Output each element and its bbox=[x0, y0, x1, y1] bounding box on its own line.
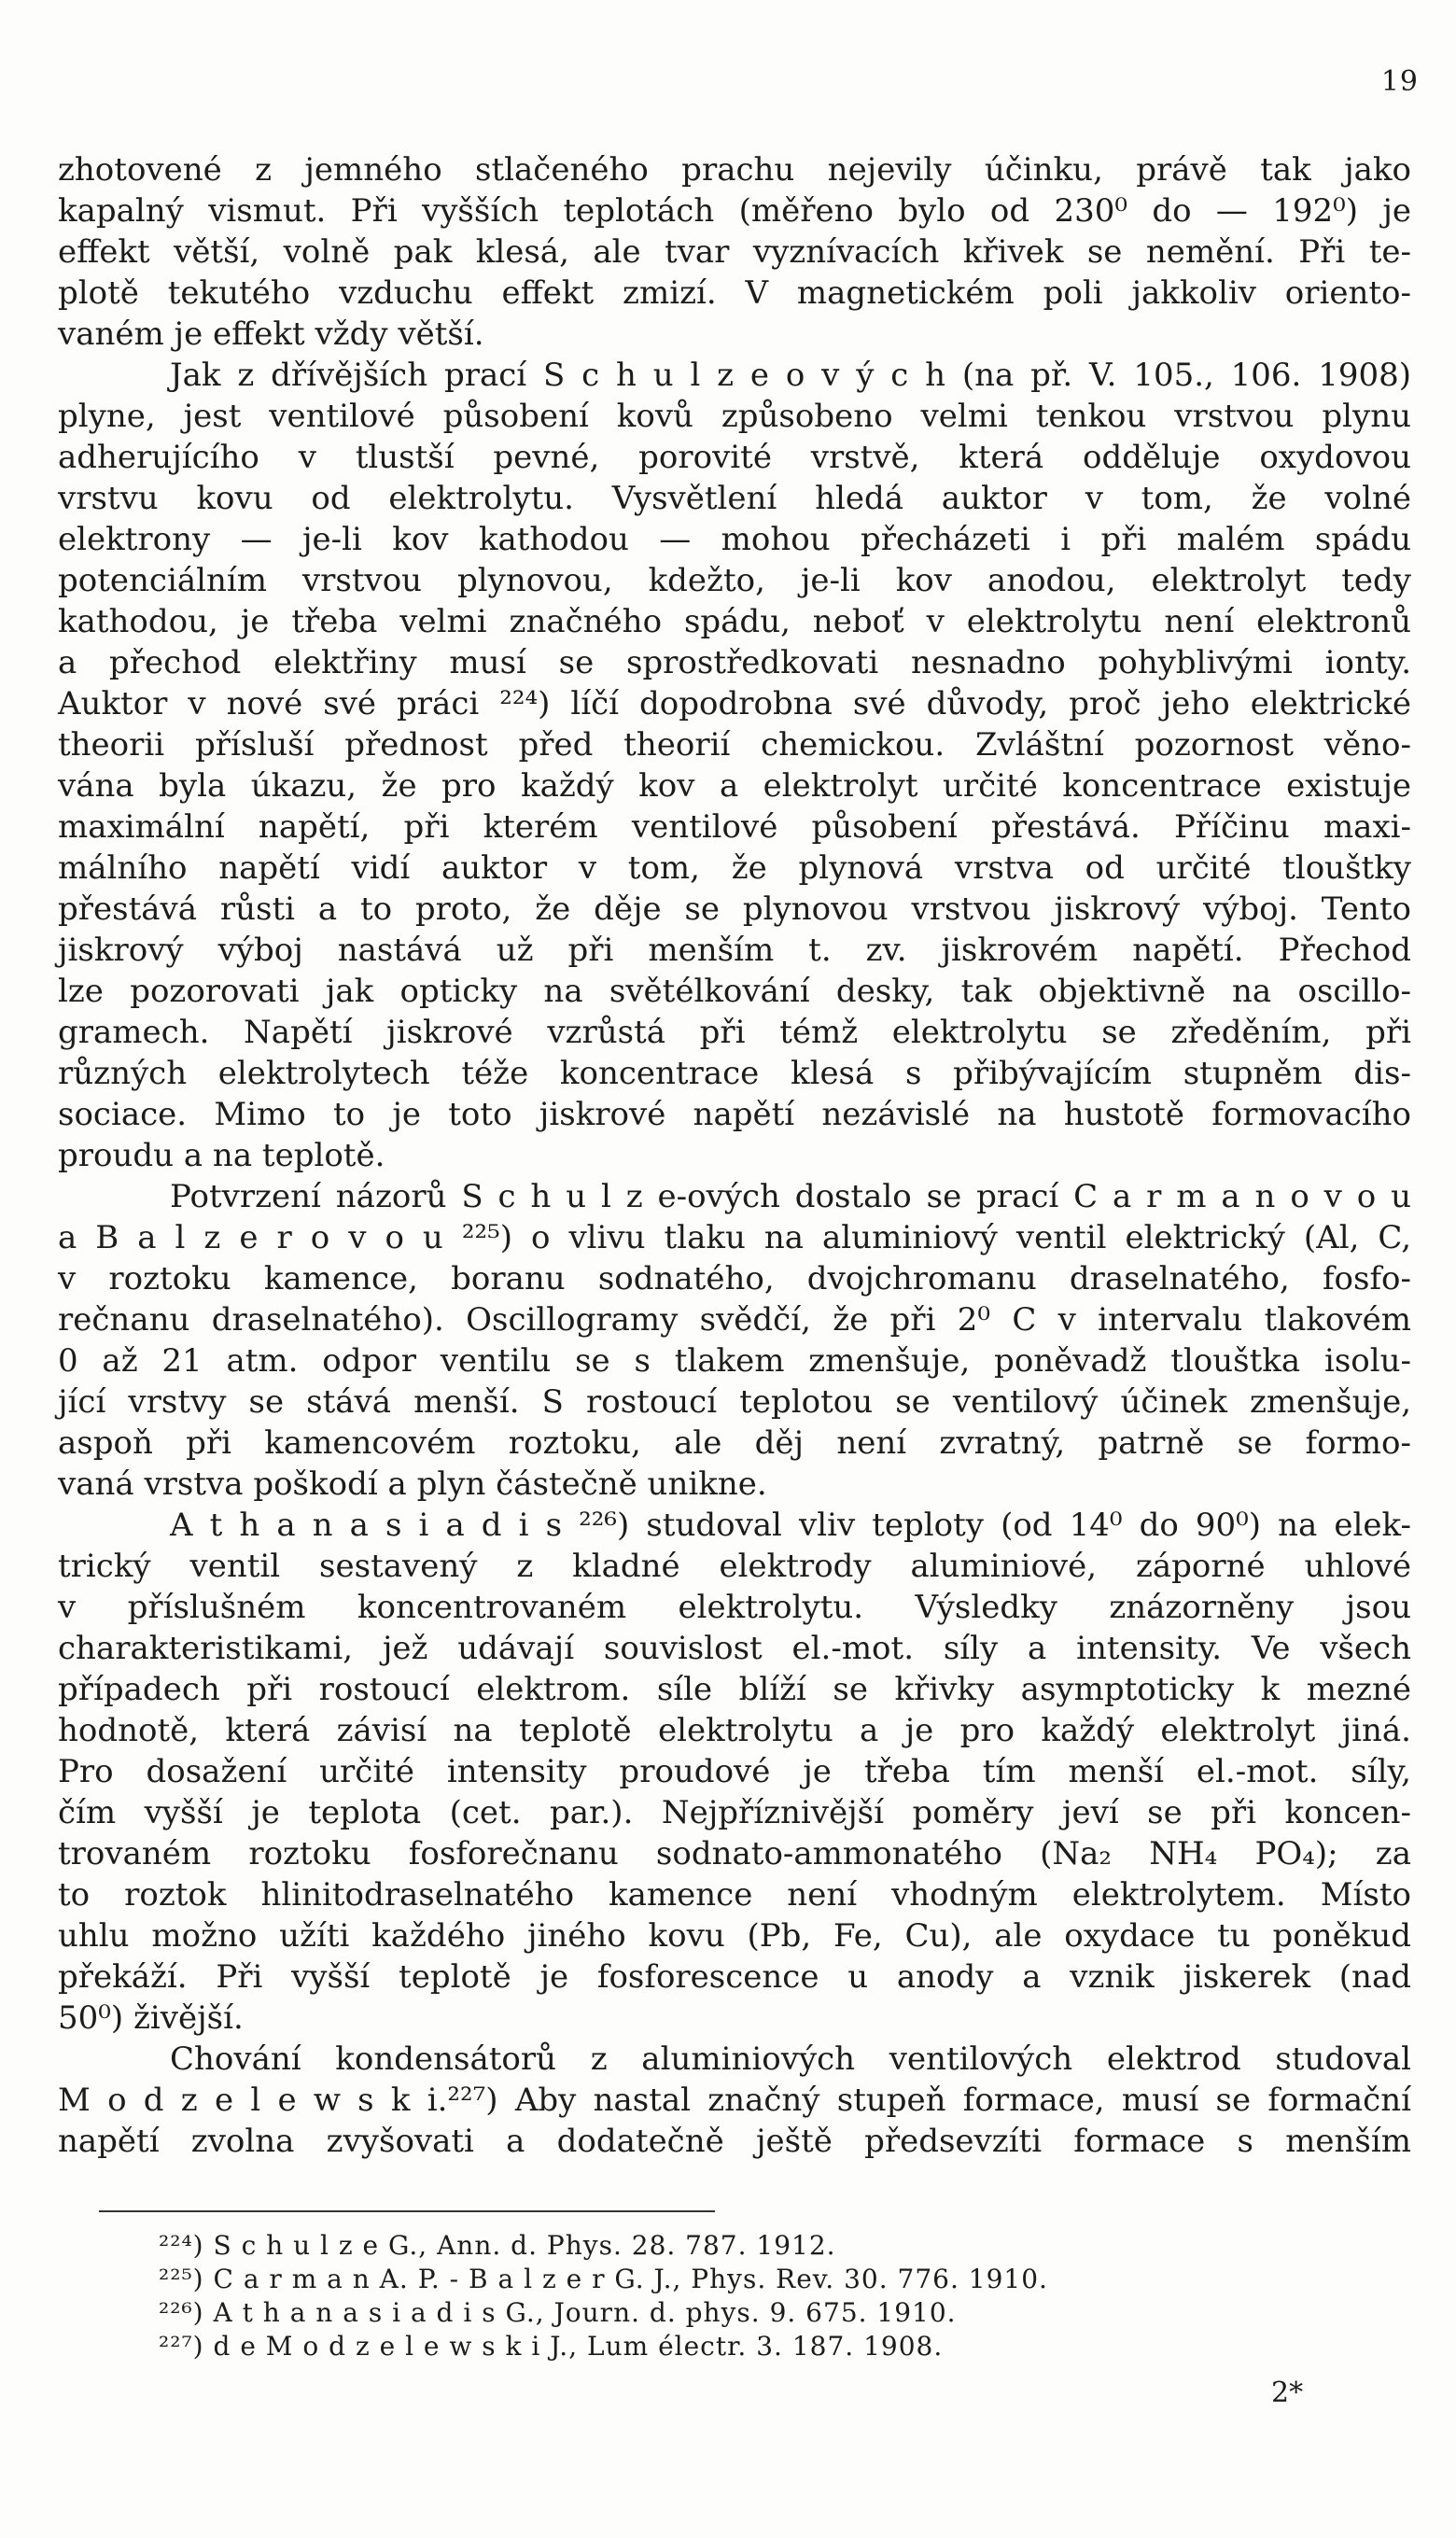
text-line: M o d z e l e w s k i.²²⁷) Aby nastal značný stupeň formace, musí se formační bbox=[58, 2082, 1411, 2119]
text-line: a přechod elektřiny musí se sprostředkovati nesnadno pohyblivými ionty. bbox=[58, 644, 1411, 681]
text-line: aspoň při kamencovém roztoku, ale děj není zvratný, patrně se formo- bbox=[58, 1424, 1411, 1462]
footnote: ²²⁴) S c h u l z e G., Ann. d. Phys. 28. 787. 1912. bbox=[159, 2230, 836, 2261]
text-line: vrstvu kovu od elektrolytu. Vysvětlení hledá auktor v tom, že volné bbox=[58, 480, 1411, 517]
text-line: plotě tekutého vzduchu effekt zmizí. V magnetickém poli jakkoliv oriento- bbox=[58, 274, 1411, 312]
text-line: překáží. Při vyšší teplotě je fosforescence u anody a vznik jiskerek (nad bbox=[58, 1958, 1411, 1996]
footnote: ²²⁷) d e M o d z e l e w s k i J., Lum électr. 3. 187. 1908. bbox=[159, 2331, 944, 2362]
text-line: Pro dosažení určité intensity proudové je třeba tím menší el.-mot. síly, bbox=[58, 1753, 1411, 1790]
text-line: zhotovené z jemného stlačeného prachu nejevily účinku, právě tak jako bbox=[58, 151, 1411, 189]
text-line: plyne, jest ventilové působení kovů způsobeno velmi tenkou vrstvou plynu bbox=[58, 398, 1411, 435]
text-line: theorii přísluší přednost před theorií chemickou. Zvláštní pozornost věno- bbox=[58, 726, 1411, 764]
text-line: kapalný vismut. Při vyšších teplotách (měřeno bylo od 230⁰ do — 192⁰) je bbox=[58, 192, 1411, 230]
text-line: vaném je effekt vždy větší. bbox=[58, 315, 484, 353]
text-line: uhlu možno užíti každého jiného kovu (Pb, Fe, Cu), ale oxydace tu poněkud bbox=[58, 1917, 1411, 1955]
text-line: v příslušném koncentrovaném elektrolytu. Výsledky znázorněny jsou bbox=[58, 1589, 1411, 1626]
footnote: ²²⁵) C a r m a n A. P. - B a l z e r G. J., Phys. Rev. 30. 776. 1910. bbox=[159, 2264, 1048, 2294]
text-line: proudu a na teplotě. bbox=[58, 1137, 385, 1174]
text-line: effekt větší, volně pak klesá, ale tvar vyznívacích křivek se nemění. Při te- bbox=[58, 233, 1411, 271]
text-line: Jak z dřívějších prací S c h u l z e o v ý c h (na př. V. 105., 106. 1908) bbox=[170, 357, 1411, 394]
text-line: to roztok hlinitodraselnatého kamence není vhodným elektrolytem. Místo bbox=[58, 1876, 1411, 1914]
text-line: 0 až 21 atm. odpor ventilu se s tlakem zmenšuje, poněvadž tlouštka isolu- bbox=[58, 1342, 1411, 1380]
text-line: a B a l z e r o v o u ²²⁵) o vlivu tlaku na aluminiový ventil elektrický (Al, C, bbox=[58, 1219, 1411, 1256]
text-line: maximální napětí, při kterém ventilové působení přestává. Příčinu maxi- bbox=[58, 808, 1411, 846]
text-line: přestává růsti a to proto, že děje se plynovou vrstvou jiskrový výboj. Tento bbox=[58, 890, 1411, 928]
text-line: potenciálním vrstvou plynovou, kdežto, je-li kov anodou, elektrolyt tedy bbox=[58, 562, 1411, 599]
text-line: málního napětí vidí auktor v tom, že plynová vrstva od určité tlouštky bbox=[58, 849, 1411, 887]
text-line: sociace. Mimo to je toto jiskrové napětí nezávislé na hustotě formovacího bbox=[58, 1096, 1411, 1133]
signature-mark: 2* bbox=[1271, 2377, 1304, 2409]
text-line: vána byla úkazu, že pro každý kov a elektrolyt určité koncentrace existuje bbox=[58, 767, 1411, 805]
text-line: napětí zvolna zvyšovati a dodatečně ještě předsevzíti formace s menším bbox=[58, 2123, 1411, 2160]
text-line: A t h a n a s i a d i s ²²⁶) studoval vliv teploty (od 14⁰ do 90⁰) na elek- bbox=[170, 1507, 1411, 1544]
text-line: rečnanu draselnatého). Oscillogramy svědčí, že při 2⁰ C v intervalu tlakovém bbox=[58, 1301, 1411, 1339]
text-line: jiskrový výboj nastává už při menším t. zv. jiskrovém napětí. Přechod bbox=[58, 932, 1411, 969]
text-line: trický ventil sestavený z kladné elektrody aluminiové, záporné uhlové bbox=[58, 1548, 1411, 1585]
text-line: elektrony — je-li kov kathodou — mohou přecházeti i při malém spádu bbox=[58, 521, 1411, 558]
text-line: hodnotě, která závisí na teplotě elektrolytu a je pro každý elektrolyt jiná. bbox=[58, 1712, 1411, 1749]
text-line: Potvrzení názorů S c h u l z e-ových dostalo se prací C a r m a n o v o u bbox=[170, 1178, 1411, 1215]
text-line: vaná vrstva poškodí a plyn částečně unikne. bbox=[58, 1465, 767, 1503]
text-line: charakteristikami, jež udávají souvislost el.-mot. síly a intensity. Ve všech bbox=[58, 1630, 1411, 1667]
text-line: případech při rostoucí elektrom. síle blíží se křivky asymptoticky k mezné bbox=[58, 1671, 1411, 1708]
footnote-divider bbox=[99, 2210, 715, 2212]
footnote: ²²⁶) A t h a n a s i a d i s G., Journ. d. phys. 9. 675. 1910. bbox=[159, 2297, 957, 2328]
text-line: kathodou, je třeba velmi značného spádu, neboť v elektrolytu není elektronů bbox=[58, 603, 1411, 640]
text-line: Chování kondensátorů z aluminiových ventilových elektrod studoval bbox=[170, 2040, 1411, 2078]
text-line: jící vrstvy se stává menší. S rostoucí teplotou se ventilový účinek zmenšuje, bbox=[58, 1383, 1411, 1421]
text-line: lze pozorovati jak opticky na světélkování desky, tak objektivně na oscillo- bbox=[58, 973, 1411, 1010]
text-line: trovaném roztoku fosforečnanu sodnato-ammonatého (Na₂ NH₄ PO₄); za bbox=[58, 1835, 1411, 1872]
text-line: různých elektrolytech téže koncentrace klesá s přibývajícím stupněm dis- bbox=[58, 1055, 1411, 1092]
page-number: 19 bbox=[1380, 65, 1419, 98]
text-line: v roztoku kamence, boranu sodnatého, dvojchromanu draselnatého, fosfo- bbox=[58, 1260, 1411, 1297]
text-line: Auktor v nové své práci ²²⁴) líčí dopodrobna své důvody, proč jeho elektrické bbox=[58, 685, 1411, 722]
text-line: adherujícího v tlustší pevné, porovité vrstvě, která odděluje oxydovou bbox=[58, 439, 1411, 476]
text-line: gramech. Napětí jiskrové vzrůstá při témž elektrolytu se zředěním, při bbox=[58, 1014, 1411, 1051]
text-line: čím vyšší je teplota (cet. par.). Nejpříznivější poměry jeví se při koncen- bbox=[58, 1794, 1411, 1831]
text-line: 50⁰) živější. bbox=[58, 1999, 244, 2037]
